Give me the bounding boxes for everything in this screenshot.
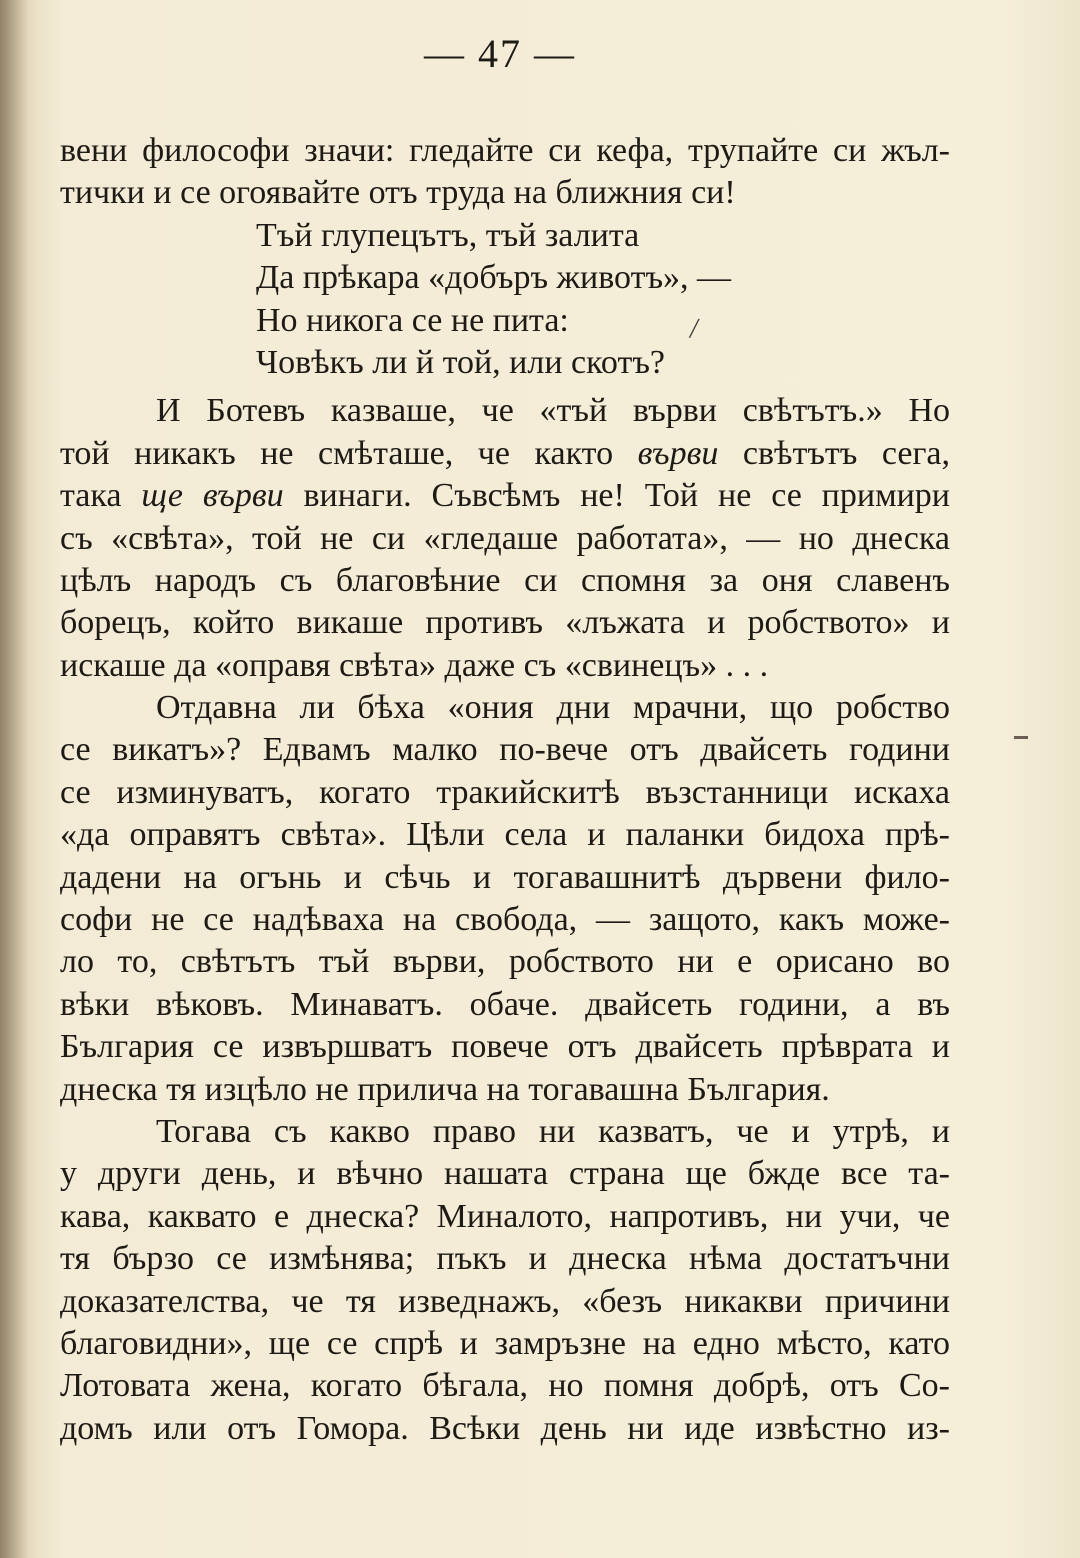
text-line: Лотовата жена, когато бѣгала, но помня добрѣ, отъ Со- <box>60 1367 950 1405</box>
verse-line: Да прѣкара «добъръ животъ», — <box>256 259 732 297</box>
text-line: цѣлъ народъ съ благовѣние си спомня за оня славенъ <box>60 561 950 599</box>
text-line <box>60 475 950 517</box>
text-line: доказателства, че тя изведнажъ, «безъ никакви причини <box>60 1282 950 1320</box>
text-line: съ «свѣта», той не си «гледаше работата», — но днеска <box>60 519 950 557</box>
verse-line: Човѣкъ ли й той, или скотъ? <box>256 343 665 381</box>
text-line: България се извършватъ повече отъ двайсеть прѣврата и <box>60 1028 950 1066</box>
text-line: вени философи значи: гледайте си кефа, трупайте си жъл- <box>60 132 950 169</box>
text-line: дадени на огънь и сѣчь и тогавашнитѣ дървени фило- <box>60 858 950 896</box>
text-line: Отдавна ли бѣха «ония дни мрачни, що робство <box>156 689 950 727</box>
text-line: борецъ, който викаше противъ «лъжата и робството» и <box>60 604 950 642</box>
text-line: домъ или отъ Гомора. Всѣки день ни иде извѣстно из- <box>60 1409 950 1447</box>
text-line: «да оправятъ свѣта». Цѣли села и паланки бидоха прѣ- <box>60 816 950 854</box>
text-line: вѣки вѣковъ. Минаватъ. обаче. двайсеть години, а въ <box>60 985 950 1023</box>
text-line: у други день, и вѣчно нашата страна ще бжде все та- <box>60 1155 950 1193</box>
page-number: — 47 — <box>424 31 576 76</box>
text-line: И Ботевъ казваше, че «тъй върви свѣтътъ.» Но <box>156 392 950 430</box>
text-line: се викатъ»? Едвамъ малко по-вече отъ двайсеть години <box>60 731 950 769</box>
text-segment: винаги. Съвсѣмъ не! Той не се примири <box>283 477 950 515</box>
text-line: тички и се огоявайте отъ труда на ближния си! <box>60 174 736 212</box>
text-line: ло то, свѣтътъ тъй върви, робството ни е орисано во <box>60 943 950 981</box>
text-line: тя бързо се измѣнява; пъкъ и днеска нѣма достатъчни <box>60 1240 950 1278</box>
text-line: искаше да «оправя свѣта» даже съ «свинецъ» . . . <box>60 646 769 684</box>
margin-dash <box>1014 736 1028 739</box>
text-segment: свѣтътъ сега, <box>718 434 950 472</box>
body-text <box>60 130 950 1450</box>
text-line: софи не се надѣваха на свобода, — защото, какъ може- <box>60 901 950 939</box>
text-line: благовидни», ще се спрѣ и замръзне на едно мѣсто, като <box>60 1324 950 1362</box>
text-segment: така <box>60 477 142 515</box>
verse-line: Тъй глупецътъ, тъй залита <box>256 216 640 254</box>
pencil-mark: / <box>687 311 701 346</box>
text-line: днеска тя изцѣло не прилича на тогавашна България. <box>60 1070 830 1108</box>
text-line: кава, каквато е днеска? Миналото, напротивъ, ни учи, че <box>60 1197 950 1235</box>
emphasis: ще върви <box>141 477 284 515</box>
text-line <box>60 433 950 475</box>
text-segment: той никакъ не смѣташе, че както <box>60 434 638 472</box>
text-line: се изминуватъ, когато тракийскитѣ възстанници искаха <box>60 773 950 811</box>
emphasis: върви <box>637 434 719 472</box>
binding-shadow <box>0 0 28 1558</box>
text-line: Тогава съ какво право ни казватъ, че и утрѣ, и <box>156 1112 950 1150</box>
verse-line: Но никога се не пита: <box>256 301 569 339</box>
